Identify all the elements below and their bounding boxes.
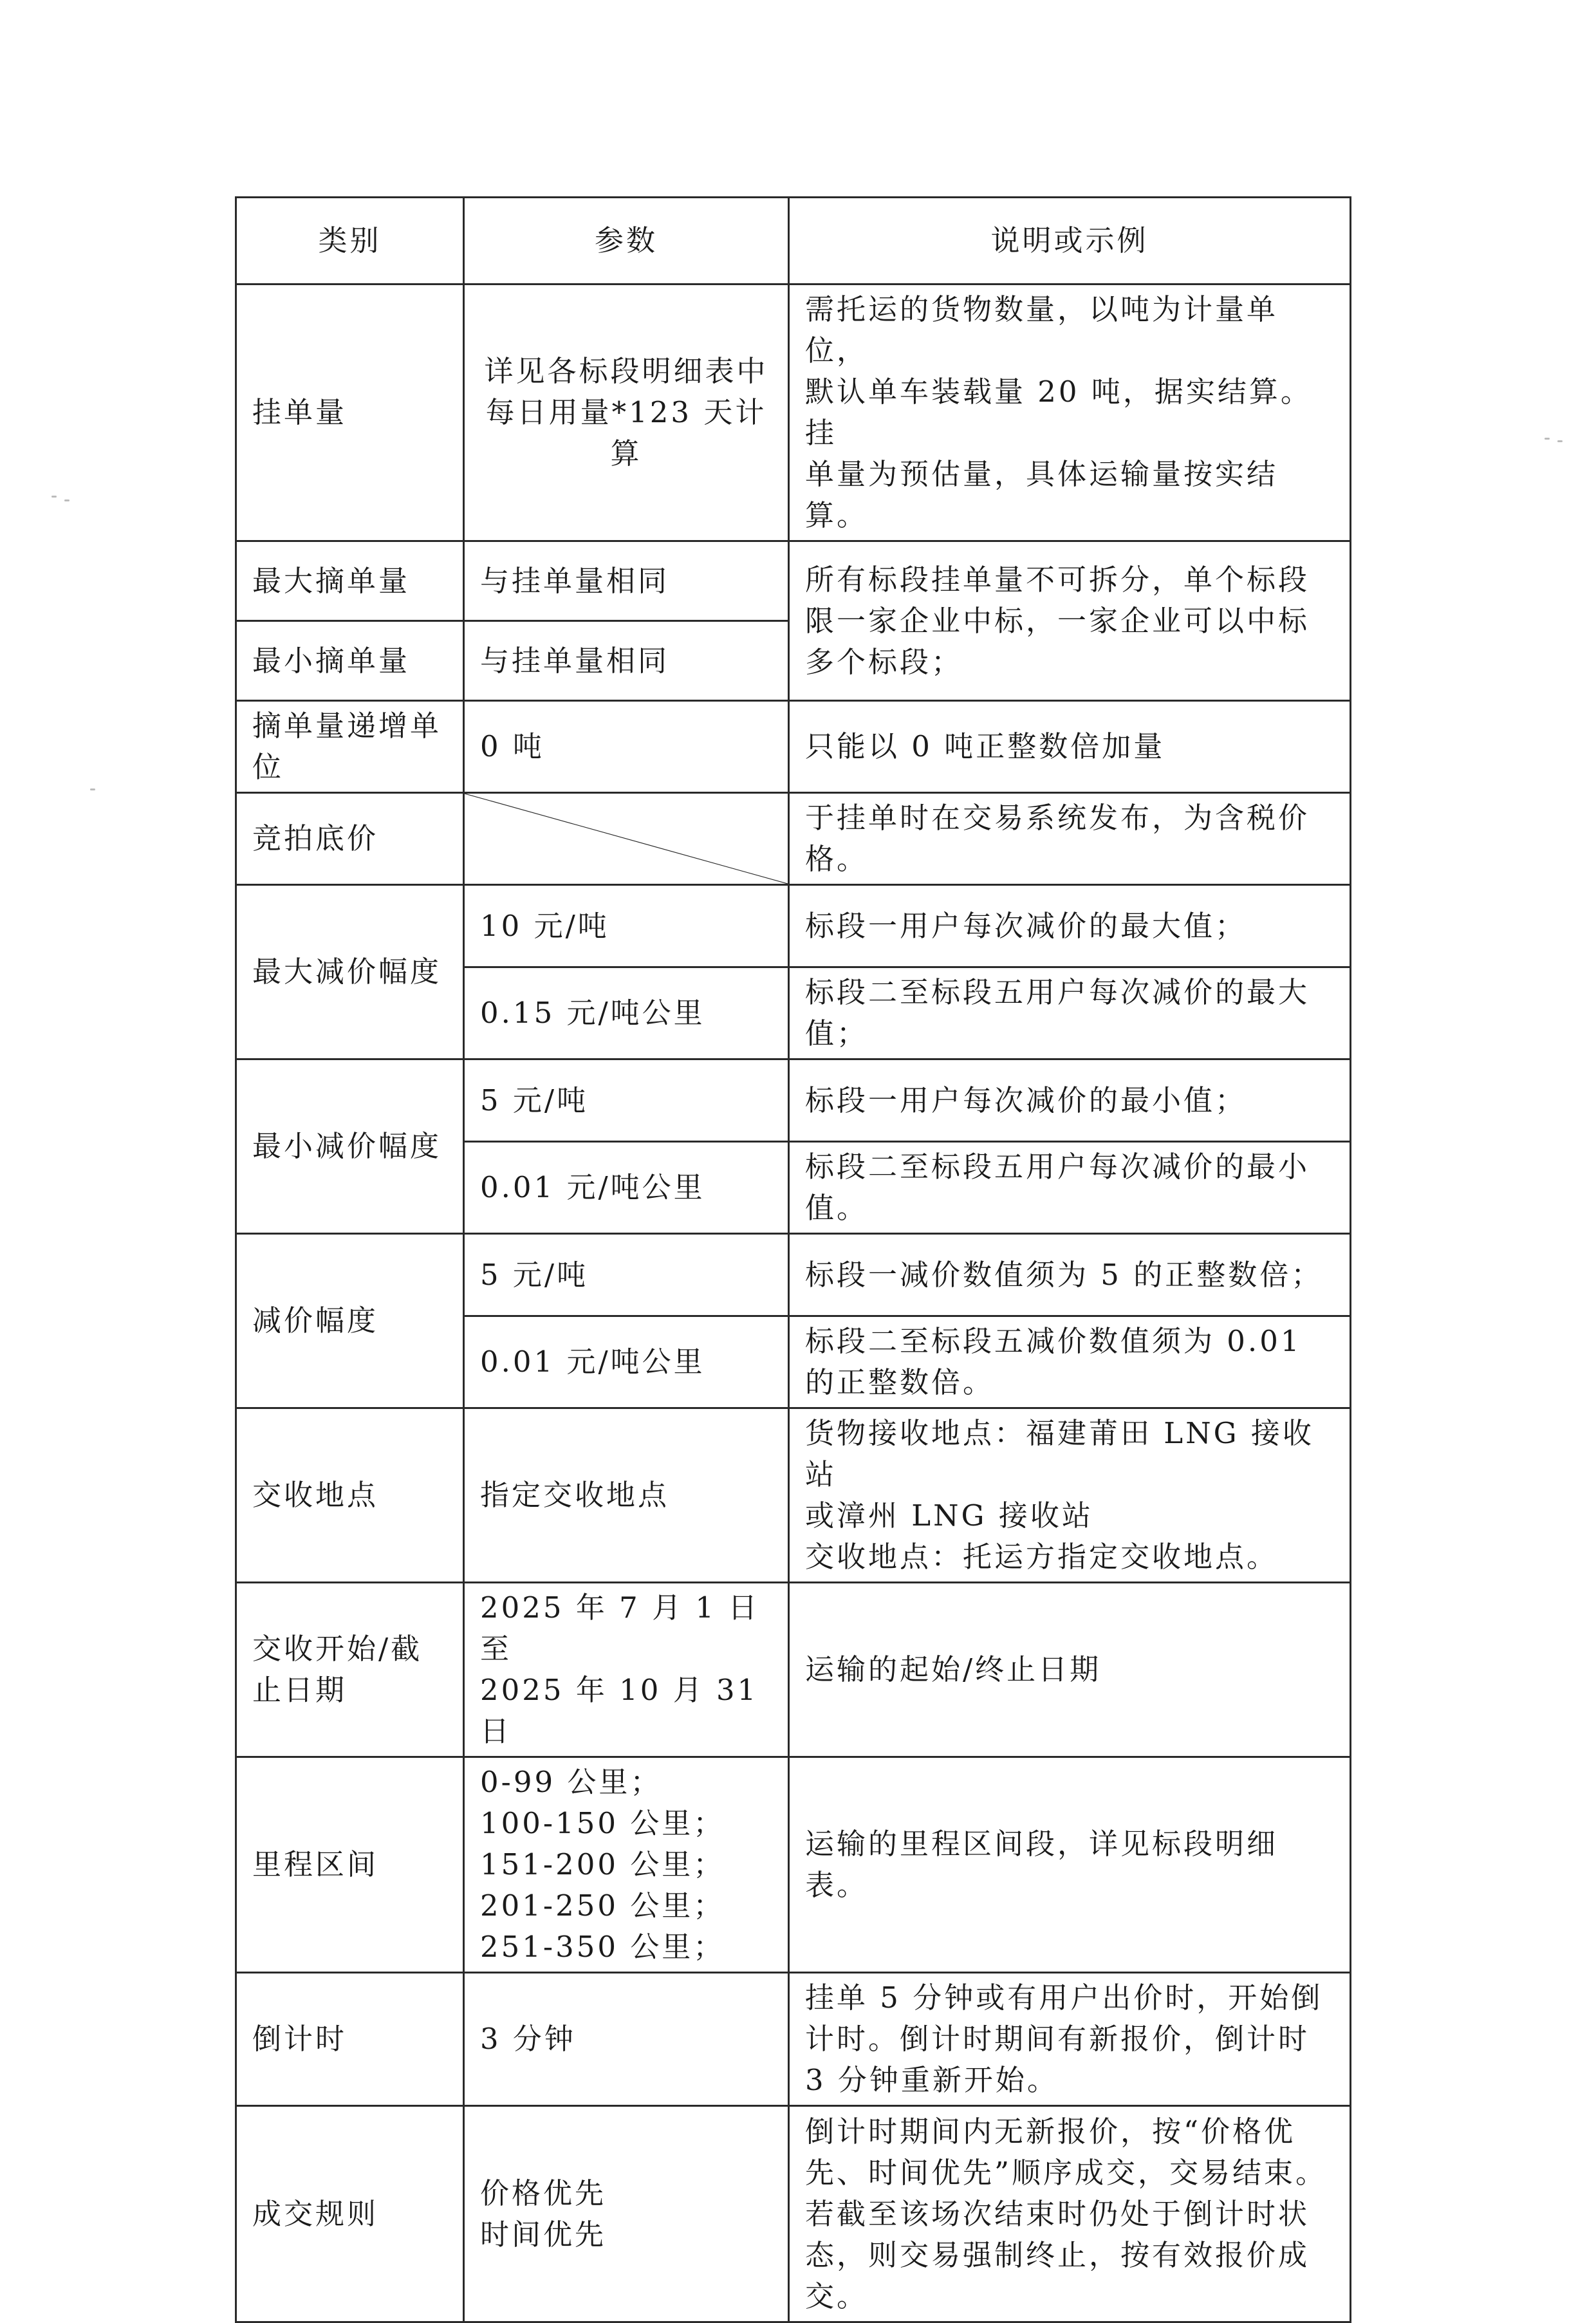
category-cell: 减价幅度: [236, 1234, 464, 1408]
category-cell: 成交规则: [236, 2106, 464, 2322]
parameter-cell: 2025 年 7 月 1 日至 2025 年 10 月 31 日: [464, 1583, 789, 1757]
category-cell: 挂单量: [236, 285, 464, 541]
category-cell: 倒计时: [236, 1973, 464, 2106]
table-row: [236, 285, 1351, 541]
description-cell: 运输的起始/终止日期: [789, 1583, 1351, 1757]
parameter-cell: 0-99 公里； 100-150 公里； 151-200 公里； 201-250 公里； 251-350 公里；: [464, 1757, 789, 1973]
category-cell: 摘单量递增单 位: [236, 701, 464, 793]
category-cell: 交收开始/截 止日期: [236, 1583, 464, 1757]
category-cell: 最小摘单量: [236, 621, 464, 701]
description-cell: 倒计时期间内无新报价，按“价格优 先、时间优先”顺序成交，交易结束。 若截至该场次结束时仍处于倒计时状 态，则交易强制终止，按有效报价成 交。: [789, 2106, 1351, 2322]
parameter-cell: 10 元/吨: [464, 885, 789, 967]
parameter-table: [235, 196, 1351, 2323]
category-cell: 最小减价幅度: [236, 1059, 464, 1234]
table-header-row: [236, 198, 1351, 285]
scan-mark: [1545, 438, 1550, 440]
description-cell: 标段一用户每次减价的最大值；: [789, 885, 1351, 967]
parameter-cell: 0 吨: [464, 701, 789, 793]
table-row: [236, 1059, 1351, 1142]
category-cell: 交收地点: [236, 1408, 464, 1583]
parameter-cell: 5 元/吨: [464, 1234, 789, 1316]
table-row: [236, 1234, 1351, 1316]
description-cell: 标段二至标段五减价数值须为 0.01 的正整数倍。: [789, 1316, 1351, 1408]
table-row: [236, 1583, 1351, 1757]
parameter-cell: 5 元/吨: [464, 1059, 789, 1142]
description-cell: 标段一用户每次减价的最小值；: [789, 1059, 1351, 1142]
parameter-cell: 3 分钟: [464, 1973, 789, 2106]
parameter-cell: 与挂单量相同: [464, 541, 789, 621]
table-row: [236, 541, 1351, 621]
description-cell: 于挂单时在交易系统发布，为含税价 格。: [789, 793, 1351, 885]
table-row: [236, 2106, 1351, 2322]
table-row: [236, 885, 1351, 967]
description-cell: 标段一减价数值须为 5 的正整数倍；: [789, 1234, 1351, 1316]
parameter-cell: 0.01 元/吨公里: [464, 1142, 789, 1234]
description-cell: 只能以 0 吨正整数倍加量: [789, 701, 1351, 793]
header-parameter: 参数: [464, 198, 789, 285]
description-cell: 标段二至标段五用户每次减价的最大 值；: [789, 967, 1351, 1059]
scan-mark: [1557, 440, 1563, 442]
parameter-cell: 0.15 元/吨公里: [464, 967, 789, 1059]
table-row: [236, 701, 1351, 793]
scan-mark: [90, 788, 95, 790]
scan-mark: [64, 499, 70, 501]
empty-diagonal-cell: [464, 793, 789, 885]
table-row: [236, 1408, 1351, 1583]
category-cell: 竞拍底价: [236, 793, 464, 885]
category-cell: 里程区间: [236, 1757, 464, 1973]
description-cell: 挂单 5 分钟或有用户出价时，开始倒 计时。倒计时期间有新报价，倒计时 3 分钟重新开始。: [789, 1973, 1351, 2106]
diagonal-line: [465, 794, 788, 884]
description-cell: 运输的里程区间段，详见标段明细表。: [789, 1757, 1351, 1973]
category-cell: 最大减价幅度: [236, 885, 464, 1059]
scan-mark: [51, 496, 57, 498]
description-cell: 标段二至标段五用户每次减价的最小 值。: [789, 1142, 1351, 1234]
parameter-cell: 0.01 元/吨公里: [464, 1316, 789, 1408]
description-cell: 货物接收地点：福建莆田 LNG 接收站 或漳州 LNG 接收站 交收地点：托运方指定交收地点。: [789, 1408, 1351, 1583]
table-row: [236, 1973, 1351, 2106]
table-row: [236, 793, 1351, 885]
description-cell: 需托运的货物数量，以吨为计量单位， 默认单车装载量 20 吨，据实结算。挂 单量为预估量，具体运输量按实结算。: [789, 285, 1351, 541]
category-cell: 最大摘单量: [236, 541, 464, 621]
parameter-cell: 指定交收地点: [464, 1408, 789, 1583]
parameter-cell: 价格优先 时间优先: [464, 2106, 789, 2322]
description-cell: 所有标段挂单量不可拆分，单个标段 限一家企业中标，一家企业可以中标 多个标段；: [789, 541, 1351, 701]
parameter-cell: 与挂单量相同: [464, 621, 789, 701]
header-description: 说明或示例: [789, 198, 1351, 285]
table-row: [236, 1757, 1351, 1973]
parameter-cell: 详见各标段明细表中 每日用量*123 天计 算: [464, 285, 789, 541]
header-category: 类别: [236, 198, 464, 285]
